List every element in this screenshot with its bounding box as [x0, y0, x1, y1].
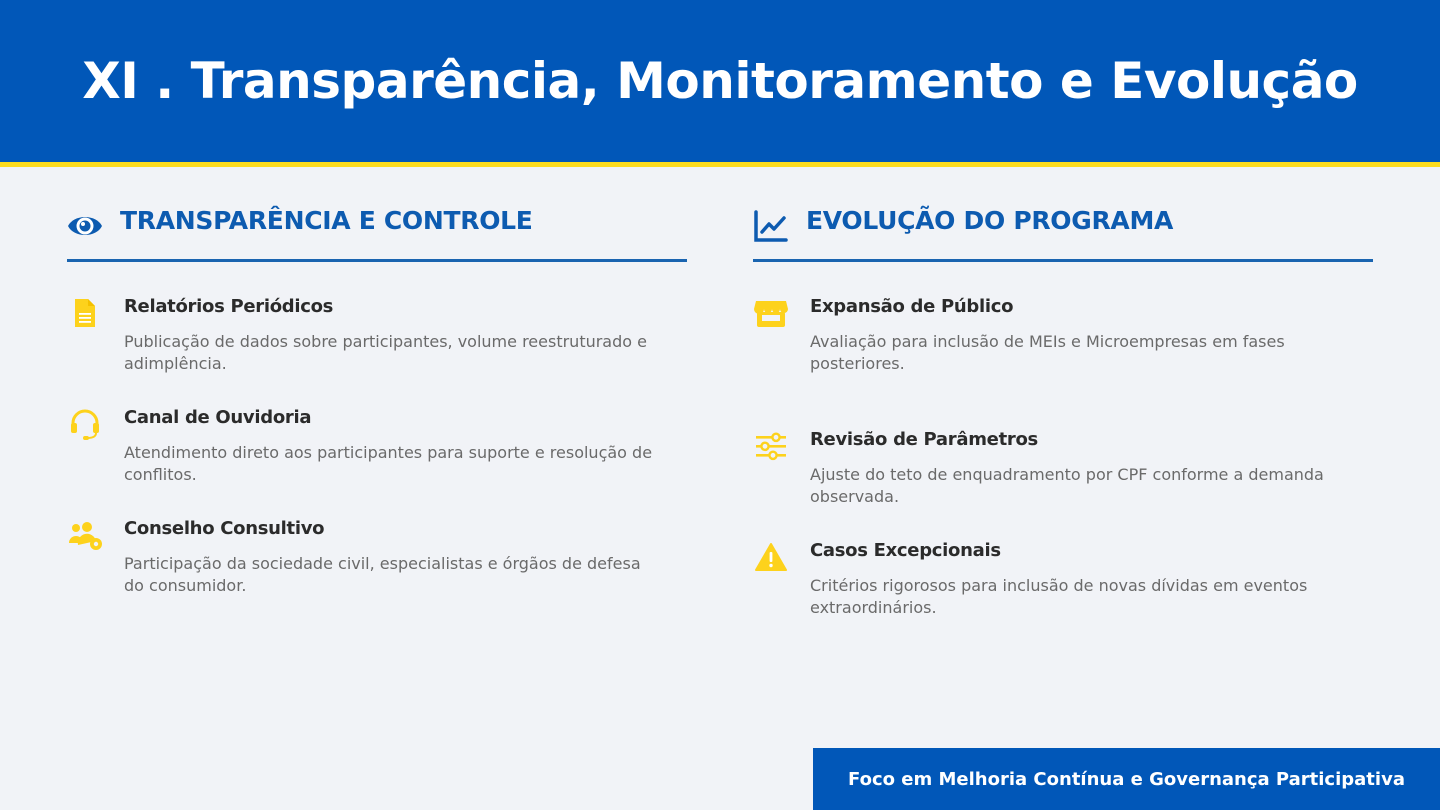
users-gear-icon: [67, 519, 103, 551]
header-bar: [0, 0, 1440, 167]
item-title: Conselho Consultivo: [124, 518, 325, 539]
list-item: [67, 295, 687, 375]
footer-text: Foco em Melhoria Contínua e Governança Participativa: [848, 768, 1405, 790]
item-title: Expansão de Público: [810, 296, 1014, 317]
column-title: TRANSPARÊNCIA E CONTROLE: [120, 206, 533, 235]
warning-icon: [753, 541, 789, 573]
list-item: [67, 406, 687, 486]
item-description: Avaliação para inclusão de MEIs e Microempresas em fases posteriores.: [810, 332, 1285, 373]
page-title: XI . Transparência, Monitoramento e Evolução: [82, 52, 1358, 110]
item-description: Participação da sociedade civil, especialistas e órgãos de defesa do consumidor.: [124, 554, 641, 595]
item-description: Ajuste do teto de enquadramento por CPF conforme a demanda observada.: [810, 465, 1324, 506]
store-icon: [753, 297, 789, 329]
item-description: Atendimento direto aos participantes para suporte e resolução de conflitos.: [124, 443, 653, 484]
list-item: [67, 517, 687, 597]
item-title: Canal de Ouvidoria: [124, 407, 312, 428]
column-header: [67, 200, 687, 262]
list-item: [753, 295, 1373, 375]
transparency-column: [67, 200, 687, 597]
list-item: [753, 539, 1373, 619]
document-icon: [67, 297, 103, 329]
item-title: Casos Excepcionais: [810, 540, 1001, 561]
item-description: Publicação de dados sobre participantes, volume reestruturado e adimplência.: [124, 332, 647, 373]
chart-line-icon: [753, 208, 789, 244]
column-title: EVOLUÇÃO DO PROGRAMA: [806, 206, 1174, 235]
item-title: Revisão de Parâmetros: [810, 429, 1038, 450]
sliders-icon: [753, 430, 789, 462]
column-header: [753, 200, 1373, 262]
item-title: Relatórios Periódicos: [124, 296, 334, 317]
footer-banner: [813, 748, 1440, 810]
evolution-column: [753, 200, 1373, 619]
item-description: Critérios rigorosos para inclusão de novas dívidas em eventos extraordinários.: [810, 576, 1308, 617]
headset-icon: [67, 408, 103, 440]
list-item: [753, 428, 1373, 508]
eye-icon: [67, 208, 103, 244]
